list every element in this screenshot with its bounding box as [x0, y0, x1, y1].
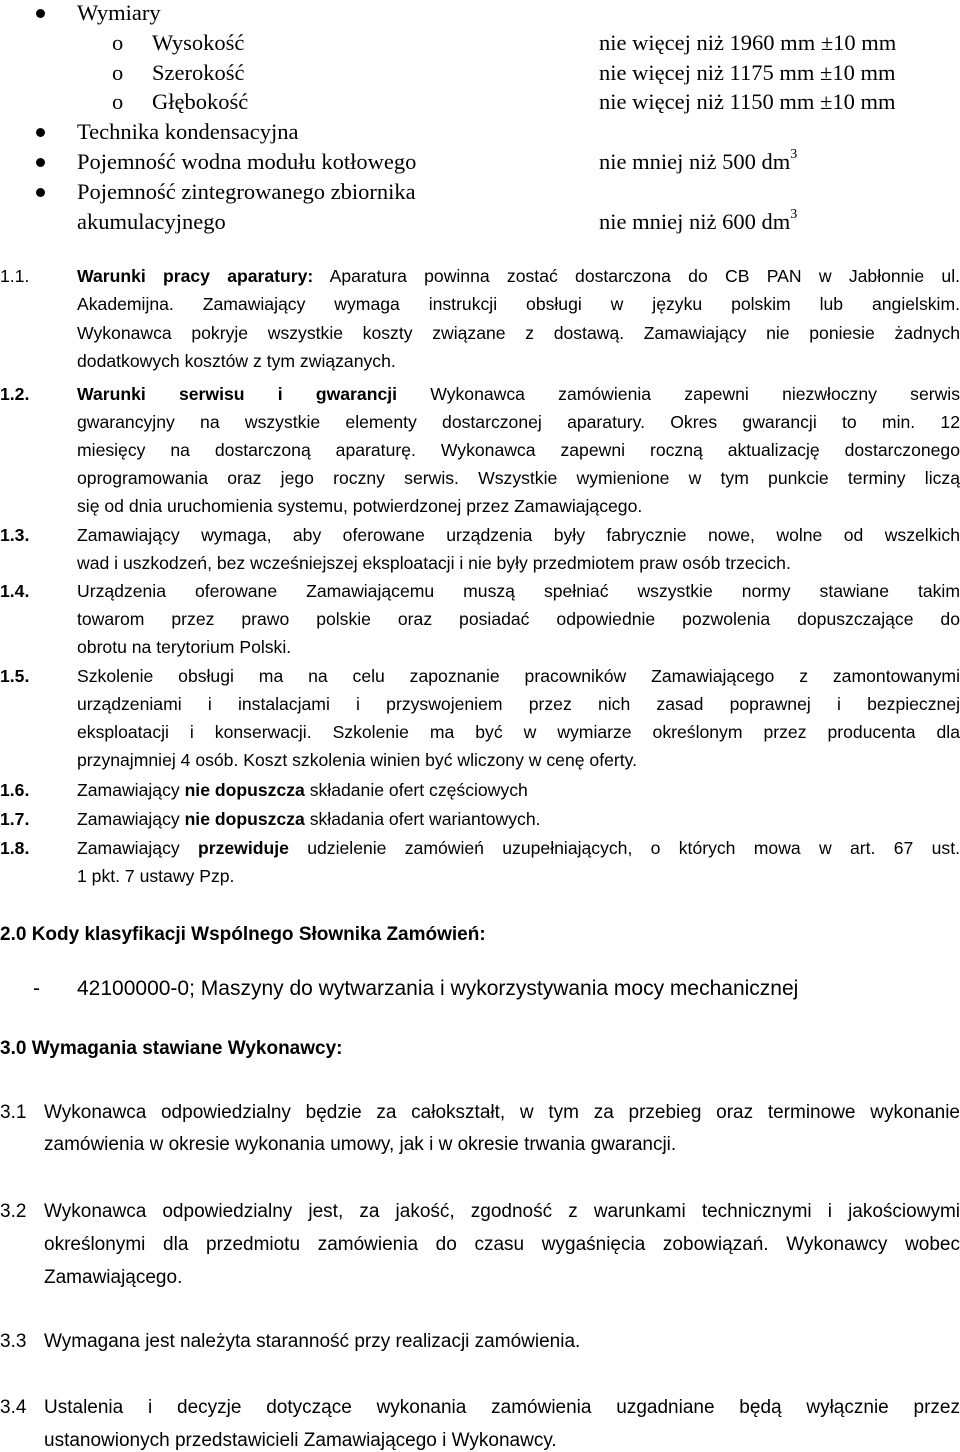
pojemnosc-zbiornika-value: nie mniej niż 600 $dm^3$ — [599, 207, 798, 234]
wymiary-marker-3: o — [112, 89, 124, 114]
p14-number: 1.4. — [0, 581, 30, 601]
p11-line-3: Wykonawca pokryje wszystkie koszty związane z dostawą. Zamawiający nie poniesie żadnych — [77, 323, 960, 343]
p13-line-2: wad i uszkodzeń, bez wcześniejszej eksploatacji i nie były przedmiotem praw osób trzecich. — [77, 553, 791, 573]
p17-line: Zamawiający nie dopuszcza składania ofert wariantowych. — [77, 809, 541, 829]
p33-line-1: Wymagana jest należyta staranność przy realizacji zamówienia. — [44, 1331, 581, 1352]
pojemnosc-wodna-value: nie mniej niż 500 $dm^3$ — [599, 147, 798, 174]
p14-line-1: Urządzenia oferowane Zamawiającemu muszą spełniać wszystkie normy stawiane takim — [77, 581, 960, 601]
wymiary-label-wysokosc: Wysokość — [152, 30, 245, 55]
p14-line-3: obrotu na terytorium Polski. — [77, 637, 292, 657]
p12-line-3: miesięcy na dostarczoną aparaturę. Wykonawca zapewni roczną aktualizację dostarczonego — [77, 440, 960, 460]
bullet-technika — [36, 128, 45, 137]
p13-number: 1.3. — [0, 525, 30, 545]
p15-line-4: przynajmniej 4 osób. Koszt szkolenia winien być wliczony w cenę oferty. — [77, 750, 637, 770]
exponent: 3 — [790, 207, 798, 222]
p34-line-1: Ustalenia i decyzje dotyczące wykonania zamówienia uzgadniane będą wyłącznie przez — [44, 1397, 960, 1418]
p34-line-2: ustanowionych przedstawicieli Zamawiającego i Wykonawcy. — [44, 1430, 557, 1451]
technika-text: Technika kondensacyjna — [77, 119, 299, 144]
p11-line-4: dodatkowych kosztów z tym związanych. — [77, 351, 396, 371]
p18-number: 1.8. — [0, 838, 30, 858]
p32-line-1: Wykonawca odpowiedzialny jest, za jakość, zgodność z warunkami technicznymi i jakościowymi — [44, 1201, 960, 1222]
p31-line-2: zamówienia w okresie wykonania umowy, jak i w okresie trwania gwarancji. — [44, 1134, 677, 1155]
p12-number: 1.2. — [0, 384, 30, 404]
section2-item: 42100000-0; Maszyny do wytwarzania i wykorzystywania mocy mechanicznej — [77, 977, 799, 1000]
p18-line-2: 1 pkt. 7 ustawy Pzp. — [77, 866, 235, 886]
p32-line-3: Zamawiającego. — [44, 1267, 183, 1288]
p11-line-2: Akademijna. Zamawiający wymaga instrukcji obsługi w języku polskim lub angielskim. — [77, 294, 960, 314]
p11-line-1: Warunki pracy aparatury: Aparatura powinna zostać dostarczona do CB PAN w Jabłonnie ul. — [77, 266, 960, 286]
p11-number: 1.1. — [0, 266, 30, 286]
section2-dash: - — [33, 977, 40, 1000]
wymiary-value-wysokosc: nie więcej niż 1960 mm ±10 mm — [599, 30, 897, 55]
exponent: 3 — [790, 147, 798, 162]
section2-heading: 2.0 Kody klasyfikacji Wspólnego Słownika Zamówień: — [0, 924, 486, 945]
p15-number: 1.5. — [0, 666, 30, 686]
p33-number: 3.3 — [0, 1331, 27, 1352]
p34-number: 3.4 — [0, 1397, 27, 1418]
bullet-pojemnosc-wodna — [36, 158, 45, 167]
wymiary-marker-1: o — [112, 30, 124, 55]
wymiary-value-glebokosc: nie więcej niż 1150 mm ±10 mm — [599, 89, 896, 114]
p12-line-4: oprogramowania oraz jego roczny serwis. Wszystkie wymienione w tym punkcie terminy liczą — [77, 468, 960, 488]
p14-line-2: towarom przez prawo polskie oraz posiadać odpowiednie pozwolenia dopuszczające do — [77, 609, 960, 629]
p12-line-5: się od dnia uruchomienia systemu, potwierdzonej przez Zamawiającego. — [77, 496, 643, 516]
p15-line-3: eksploatacji i konserwacji. Szkolenie ma być w wymiarze określonym przez producenta dla — [77, 722, 960, 742]
p18-line-1: Zamawiający przewiduje udzielenie zamówień uzupełniających, o których mowa w art. 67 ust. — [77, 838, 960, 858]
p32-number: 3.2 — [0, 1201, 27, 1222]
pojemnosc-zbiornika-label-1: Pojemność zintegrowanego zbiornika — [77, 179, 416, 204]
p12-line-1: Warunki serwisu i gwarancji Wykonawca zamówienia zapewni niezwłoczny serwis — [77, 384, 960, 404]
pojemnosc-wodna-label: Pojemność wodna modułu kotłowego — [77, 149, 417, 174]
p16-number: 1.6. — [0, 780, 30, 800]
bullet-wymiary — [36, 9, 45, 18]
wymiary-label-szerokosc: Szerokość — [152, 60, 245, 85]
p15-line-1: Szkolenie obsługi ma na celu zapoznanie pracowników Zamawiającego z zamontowanymi — [77, 666, 960, 686]
bullet-pojemnosc-zbiornika — [36, 188, 45, 197]
p32-line-2: określonymi dla przedmiotu zamówienia do czasu wygaśnięcia zobowiązań. Wykonawcy wobec — [44, 1234, 960, 1255]
wymiary-title: Wymiary — [77, 0, 161, 25]
p15-line-2: urządzeniami i instalacjami i przyswojeniem przez nich zasad poprawnej i bezpiecznej — [77, 694, 960, 714]
p31-line-1: Wykonawca odpowiedzialny będzie za całokształt, w tym za przebieg oraz terminowe wykonanie — [44, 1102, 960, 1123]
pojemnosc-zbiornika-label-2: akumulacyjnego — [77, 209, 226, 234]
p13-line-1: Zamawiający wymaga, aby oferowane urządzenia były fabrycznie nowe, wolne od wszelkich — [77, 525, 960, 545]
wymiary-value-szerokosc: nie więcej niż 1175 mm ±10 mm — [599, 60, 896, 85]
p17-number: 1.7. — [0, 809, 30, 829]
p12-line-2: gwarancyjny na wszystkie elementy dostarczonej aparatury. Okres gwarancji to min. 12 — [77, 412, 960, 432]
p16-line: Zamawiający nie dopuszcza składanie ofert częściowych — [77, 780, 528, 800]
section3-heading: 3.0 Wymagania stawiane Wykonawcy: — [0, 1038, 343, 1059]
wymiary-label-glebokosc: Głębokość — [152, 89, 249, 114]
wymiary-marker-2: o — [112, 60, 124, 85]
p31-number: 3.1 — [0, 1102, 27, 1123]
